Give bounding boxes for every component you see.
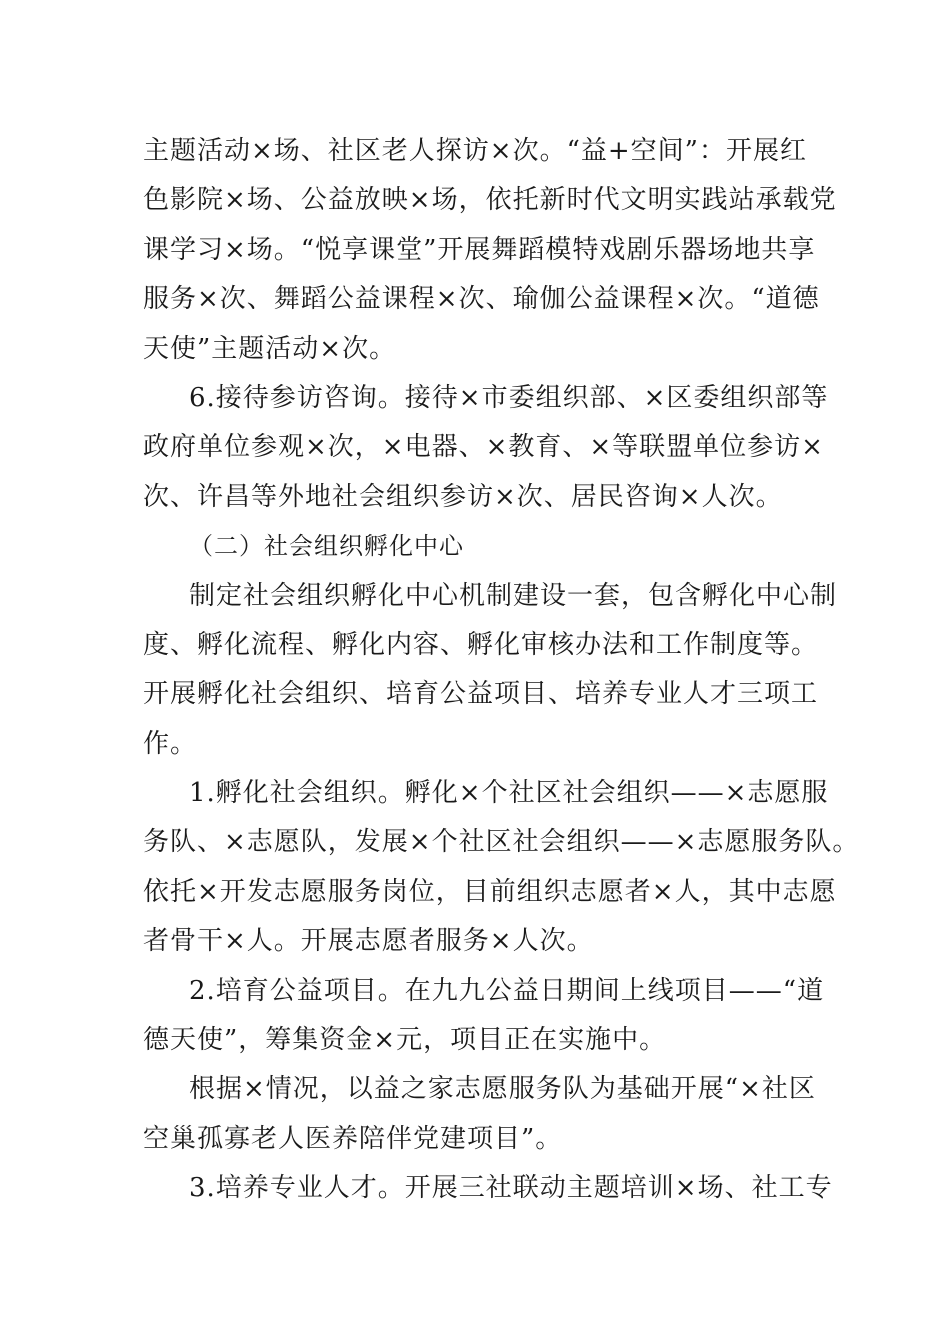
numbered-item-6: 6.接待参访咨询。接待×市委组织部、×区委组织部等 <box>189 382 829 413</box>
paragraph-line: 度、孵化流程、孵化内容、孵化审核办法和工作制度等。 <box>143 629 819 660</box>
document-body <box>143 127 860 1214</box>
paragraph-line: 根据×情况，以益之家志愿服务队为基础开展“×社区 <box>189 1074 816 1105</box>
paragraph-line: 制定社会组织孵化中心机制建设一套，包含孵化中心制 <box>189 580 838 611</box>
paragraph-line: 政府单位参观×次，×电器、×教育、×等联盟单位参访× <box>143 432 824 463</box>
paragraph-line: 课学习×场。“悦享课堂”开展舞蹈模特戏剧乐器场地共享 <box>143 234 816 265</box>
paragraph-line: 色影院×场、公益放映×场，依托新时代文明实践站承载党 <box>143 185 837 216</box>
paragraph-line: 次、许昌等外地社会组织参访×次、居民咨询×人次。 <box>143 481 783 512</box>
paragraph-line: 依托×开发志愿服务岗位，目前组织志愿者×人，其中志愿 <box>143 876 837 907</box>
paragraph-line: 者骨干×人。开展志愿者服务×人次。 <box>143 926 594 957</box>
paragraph-line: 服务×次、舞蹈公益课程×次、瑜伽公益课程×次。“道德 <box>143 284 820 315</box>
paragraph-line: 作。 <box>143 728 198 759</box>
paragraph-line: 天使”主题活动×次。 <box>143 333 397 364</box>
section-heading: （二）社会组织孵化中心 <box>189 532 464 561</box>
numbered-item-3: 3.培养专业人才。开展三社联动主题培训×场、社工专 <box>189 1173 833 1204</box>
paragraph-line: 德天使”，筹集资金×元，项目正在实施中。 <box>143 1025 667 1056</box>
paragraph-line: 开展孵化社会组织、培育公益项目、培养专业人才三项工 <box>143 679 819 710</box>
paragraph-line: 务队、×志愿队，发展×个社区社会组织——×志愿服务队。 <box>143 827 860 858</box>
numbered-item-2: 2.培育公益项目。在九九公益日期间上线项目——“道 <box>189 975 825 1006</box>
numbered-item-1: 1.孵化社会组织。孵化×个社区社会组织——×志愿服 <box>189 778 829 809</box>
paragraph-line: 主题活动×场、社区老人探访×次。“益+空间”：开展红 <box>143 136 807 166</box>
paragraph-line: 空巢孤寡老人医养陪伴党建项目”。 <box>143 1123 563 1154</box>
